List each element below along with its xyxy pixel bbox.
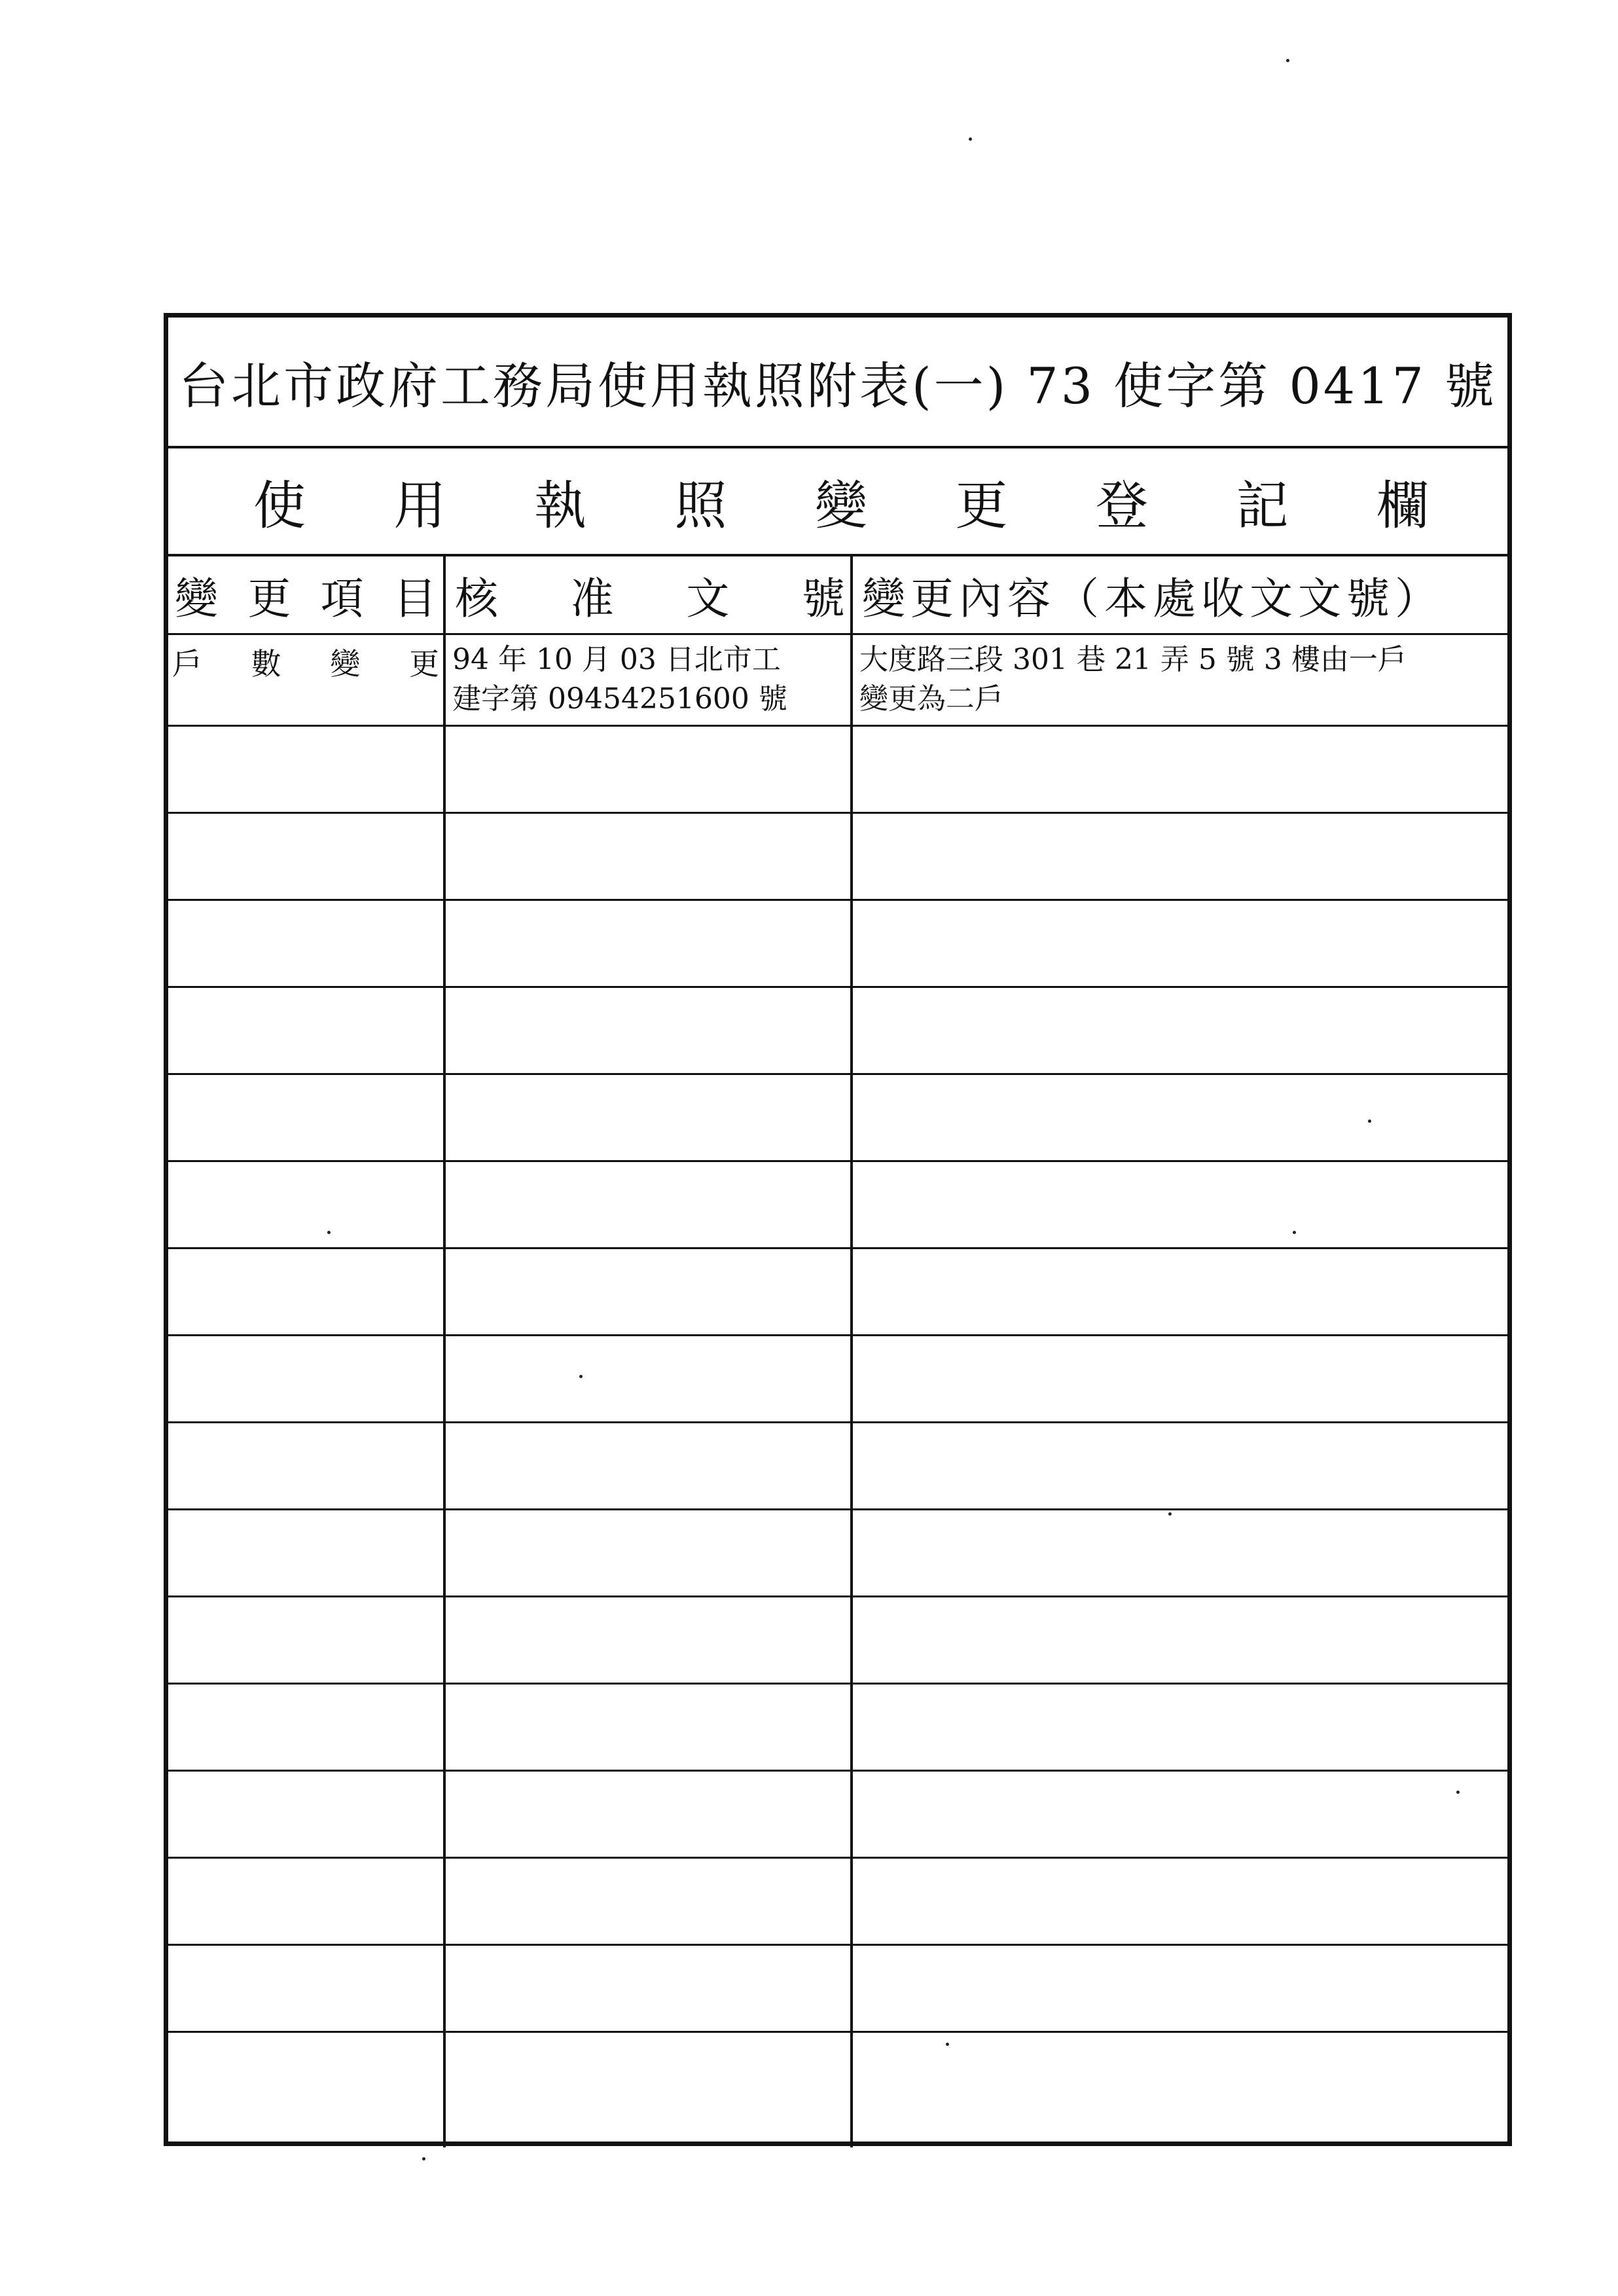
column-header-char: 目: [393, 574, 437, 624]
scan-speck: [946, 2043, 949, 2046]
section-heading-char: 執: [534, 475, 586, 536]
section-heading-char: 登: [1096, 475, 1148, 536]
scan-speck: [1368, 1120, 1371, 1123]
column-header-char: 變: [175, 574, 218, 624]
empty-table-row: [168, 1162, 1507, 1249]
empty-table-row: [168, 1597, 1507, 1685]
scan-speck: [1456, 1791, 1460, 1794]
column-header-char: 核: [455, 574, 498, 624]
row-item-char: 變: [330, 646, 361, 682]
section-heading-char: 照: [674, 475, 727, 536]
empty-table-row: [168, 1423, 1507, 1510]
change-content-line: 變更為二戶: [859, 682, 1003, 716]
column-header-char: 更: [247, 574, 291, 624]
section-heading-char: 欄: [1376, 475, 1429, 536]
section-heading-char: 使: [253, 475, 306, 536]
column-header-char: 項: [320, 574, 364, 624]
column-divider: [443, 556, 446, 2147]
section-heading: [168, 448, 1507, 556]
empty-table-row: [168, 1510, 1507, 1597]
section-heading-char: 記: [1236, 475, 1289, 536]
column-header-approval: [446, 556, 850, 633]
column-header-content: [853, 556, 1507, 633]
change-register-table: [168, 556, 1507, 2147]
section-heading-char: 用: [393, 475, 446, 536]
empty-table-row: [168, 727, 1507, 814]
empty-table-row: [168, 1946, 1507, 2033]
form-title: [168, 318, 1507, 448]
column-header-char: 文: [686, 574, 730, 624]
approval-number-line: 94 年 10 月 03 日北市工: [452, 643, 781, 676]
section-heading-char: 更: [955, 475, 1008, 536]
empty-table-row: [168, 1859, 1507, 1946]
license-attachment-form: [164, 313, 1512, 2146]
row-item-char: 戶: [172, 646, 202, 682]
approval-number-line: 建字第 09454251600 號: [452, 682, 787, 716]
empty-table-row: [168, 2033, 1507, 2147]
row-content-cell: [853, 635, 1507, 725]
empty-table-row: [168, 1336, 1507, 1423]
change-content-line: 大度路三段 301 巷 21 弄 5 號 3 樓由一戶: [859, 643, 1407, 676]
scan-speck: [579, 1375, 583, 1378]
empty-table-row: [168, 1075, 1507, 1162]
table-row: [168, 635, 1507, 727]
column-header-item: [168, 556, 443, 633]
empty-table-row: [168, 814, 1507, 901]
section-heading-char: 變: [815, 475, 867, 536]
column-header-text: 變更內容（本處收文文號）: [862, 574, 1443, 624]
row-item-char: 更: [408, 646, 439, 682]
scan-speck: [327, 1231, 331, 1234]
row-item-cell: [168, 635, 443, 725]
scan-speck: [1168, 1512, 1172, 1516]
empty-table-row: [168, 1249, 1507, 1336]
empty-table-row: [168, 1772, 1507, 1859]
row-approval-cell: [446, 635, 850, 725]
row-item-char: 數: [251, 646, 281, 682]
scan-speck: [1286, 59, 1289, 62]
column-header-char: 准: [570, 574, 614, 624]
table-header-row: [168, 556, 1507, 635]
scan-speck: [1293, 1231, 1296, 1234]
column-header-char: 號: [801, 574, 845, 624]
empty-table-row: [168, 988, 1507, 1075]
column-divider: [850, 556, 853, 2147]
form-title-text: 台北市政府工務局使用執照附表(一) 73 使字第 0417 號: [178, 356, 1498, 415]
empty-table-row: [168, 1685, 1507, 1772]
scan-speck: [422, 2157, 425, 2160]
empty-table-row: [168, 901, 1507, 988]
scan-speck: [969, 137, 972, 141]
